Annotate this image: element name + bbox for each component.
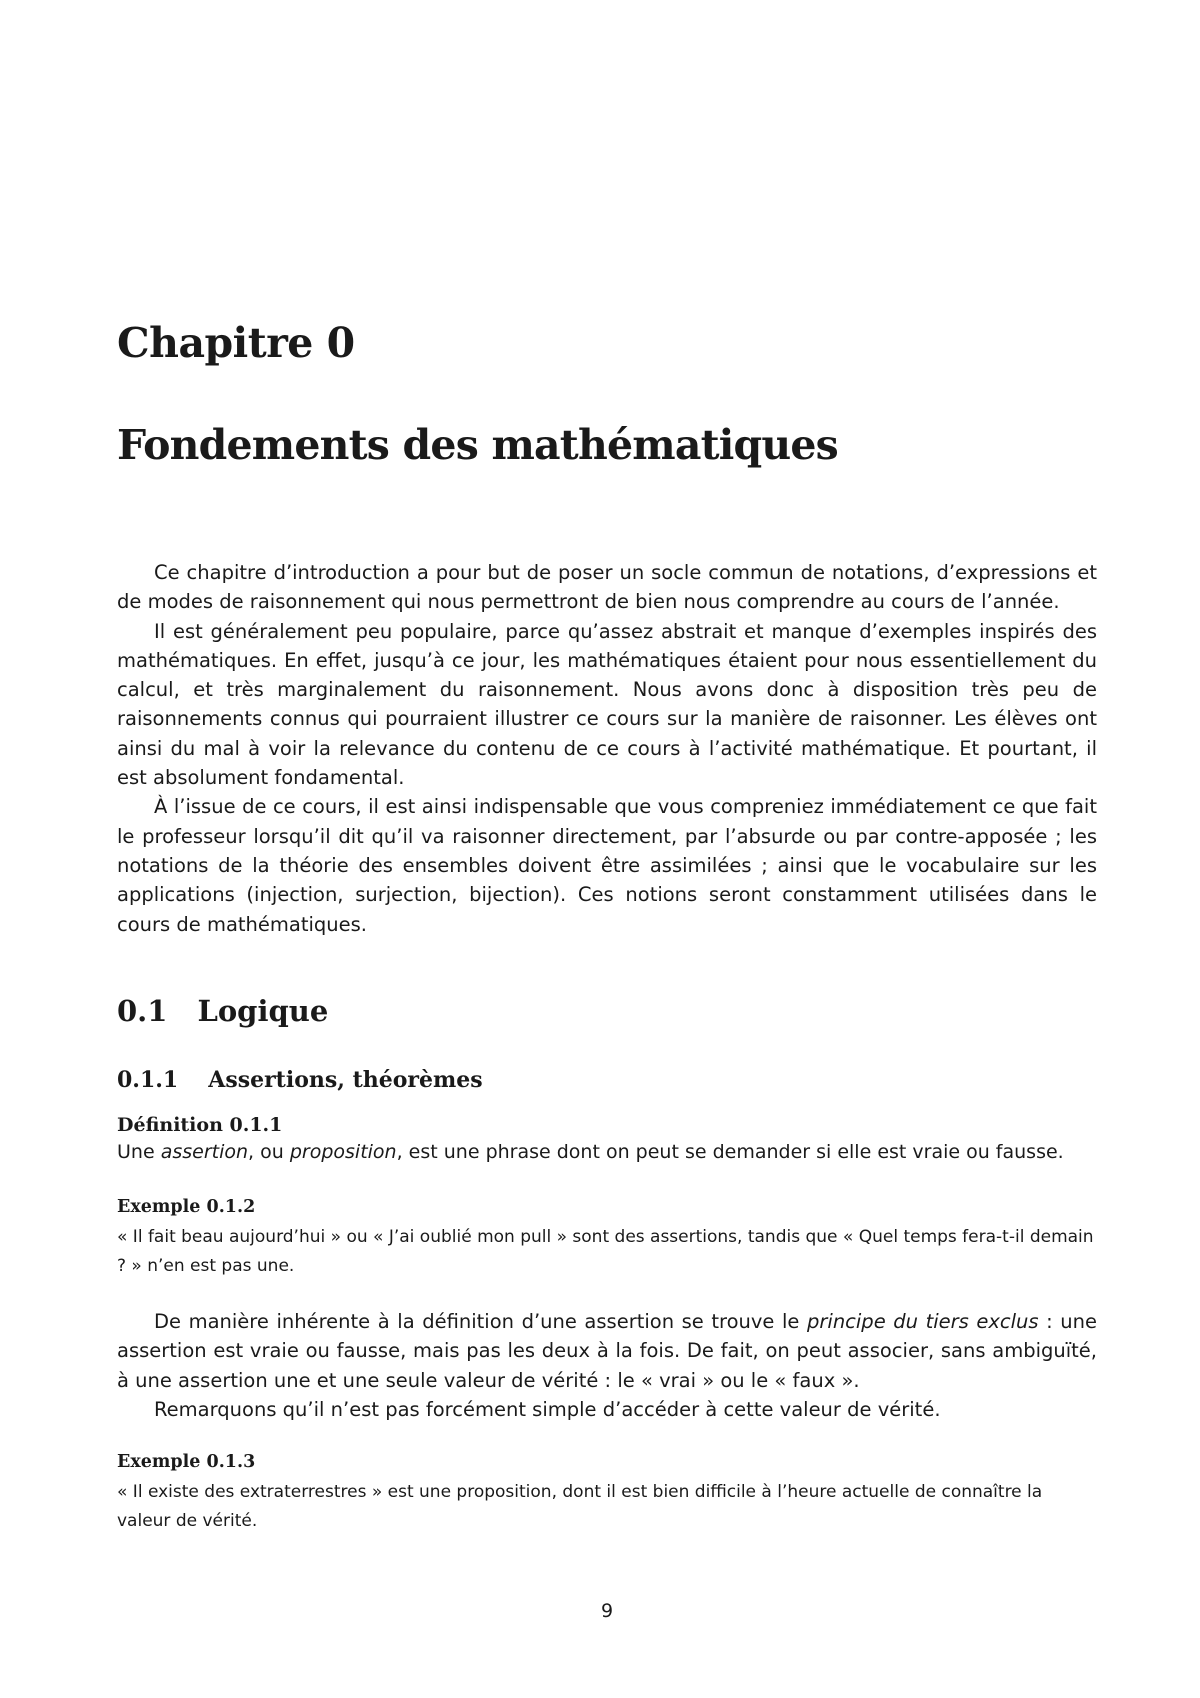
section-number: 0.1 [117,994,168,1028]
subsection-number: 0.1.1 [117,1067,179,1093]
section-title: Logique [197,994,329,1028]
definition-block [117,1113,1097,1166]
chapter-introduction [117,558,1097,939]
subsection-title: Assertions, théorèmes [208,1067,483,1093]
definition-term: proposition [289,1141,397,1163]
definition-heading: Définition 0.1.1 [117,1114,283,1136]
intro-paragraph: À l’issue de ce cours, il est ainsi indispensable que vous compreniez immédiatement ce que fait le professeur lorsqu’il dit qu’il va raisonner directement, par l’absurde ou par contre-apposée ; les notations de la théorie des ensembles doivent être assimilées ; ainsi que le vocabulaire sur les applications (injection, surjection, bijection). Ces notions seront constamment utilisées dans le cours de mathématiques. [117,795,1097,936]
intro-paragraph: Il est généralement peu populaire, parce qu’assez abstrait et manque d’exemples inspirés des mathématiques. En effet, jusqu’à ce jour, les mathématiques étaient pour nous essentiellement du calcul, et très marginalement du raisonnement. Nous avons donc à disposition très peu de raisonnements connus qui pourraient illustrer ce cours sur la manière de raisonner. Les élèves ont ainsi du mal à voir la relevance du contenu de ce cours à l’activité mathématique. Et pourtant, il est absolument fondamental. [117,619,1097,790]
subsection-heading [117,1069,483,1091]
page-number: 9 [600,1600,614,1622]
emphasized-term: principe du tiers exclus [807,1310,1039,1333]
chapter-title: Fondements des mathématiques [117,421,838,469]
body-text: De manière inhérente à la définition d’une assertion se trouve le [154,1310,807,1333]
document-page [117,0,1097,1698]
definition-body [117,1139,1097,1166]
definition-term: assertion [160,1141,249,1163]
section-heading [117,994,329,1028]
chapter-label: Chapitre 0 [117,319,355,367]
body-text: : une assertion est vraie ou fausse, mais pas les deux à la fois. De fait, on peut associer, sans ambiguïté, à une assertion une et une seule valeur de vérité : le « vrai » ou le « faux ». [117,1310,1098,1392]
definition-text: Une [117,1141,161,1163]
definition-text: , est une phrase dont on peut se demander si elle est vraie ou fausse. [396,1141,1064,1163]
body-paragraph: Remarquons qu’il n’est pas forcément simple d’accéder à cette valeur de vérité. [154,1397,941,1421]
example-block [117,1450,1097,1536]
tiers-exclus-paragraphs [117,1307,1097,1424]
definition-text: , ou [248,1141,290,1163]
example-body: « Il fait beau aujourd’hui » ou « J’ai oublié mon pull » sont des assertions, tandis que « Quel temps fera-t-il demain ? » n’en est pas une. [117,1227,1094,1276]
intro-paragraph: Ce chapitre d’introduction a pour but de poser un socle commun de notations, d’expressions et de modes de raisonnement qui nous permettront de bien nous comprendre au cours de l’année. [117,561,1097,614]
example-block [117,1195,1097,1281]
example-body: « Il existe des extraterrestres » est une proposition, dont il est bien difficile à l’heure actuelle de connaître la valeur de vérité. [117,1482,1043,1531]
body-paragraph [117,1307,1097,1395]
example-heading: Exemple 0.1.3 [117,1452,256,1472]
example-heading: Exemple 0.1.2 [117,1197,256,1217]
